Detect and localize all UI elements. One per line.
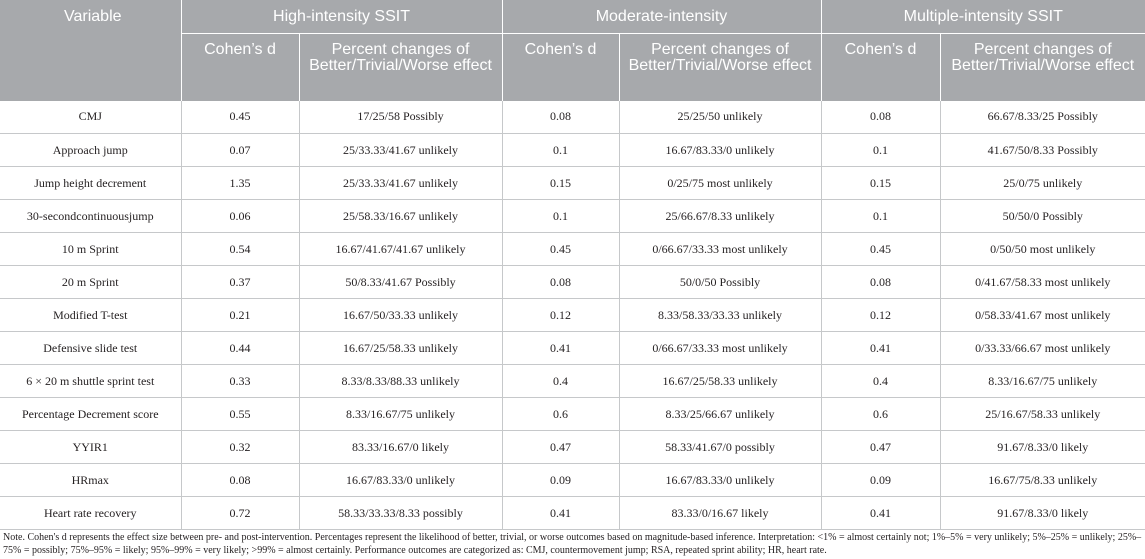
table-row bbox=[0, 464, 1145, 497]
cell-multiple-percent: 66.67/8.33/25 Possibly bbox=[940, 101, 1145, 134]
cell-moderate-percent: 8.33/58.33/33.33 unlikely bbox=[619, 299, 821, 332]
table-row bbox=[0, 365, 1145, 398]
cell-moderate-percent: 50/0/50 Possibly bbox=[619, 266, 821, 299]
table-row bbox=[0, 200, 1145, 233]
cell-moderate-cohens-d: 0.6 bbox=[502, 398, 619, 431]
cell-variable: YYIR1 bbox=[0, 431, 181, 464]
table-note: Note. Cohen's d represents the effect size between pre- and post-intervention. Percentages represent the likelihood of better, trivial, or worse outcomes based on magnitude-based inference. Interpretation: <1% = almost certainly not; 1%–5% = very unlikely; 5%–25% = unlikely; 25%–75% = possibly; 75%–95% = likely; 95%–99% = very likely; >99% = almost certainly. Performance outcomes are categorized as: CMJ, countermovement jump; RSA, repeated sprint ability; HR, heart rate. bbox=[3, 532, 1142, 556]
table-row bbox=[0, 398, 1145, 431]
cell-multiple-cohens-d: 0.09 bbox=[821, 464, 940, 497]
cell-moderate-cohens-d: 0.41 bbox=[502, 332, 619, 365]
cell-multiple-cohens-d: 0.4 bbox=[821, 365, 940, 398]
cell-high-percent: 50/8.33/41.67 Possibly bbox=[299, 266, 502, 299]
cell-moderate-cohens-d: 0.1 bbox=[502, 134, 619, 167]
cell-multiple-percent: 25/0/75 unlikely bbox=[940, 167, 1145, 200]
cell-moderate-cohens-d: 0.15 bbox=[502, 167, 619, 200]
cell-multiple-cohens-d: 0.1 bbox=[821, 134, 940, 167]
cell-high-cohens-d: 0.44 bbox=[181, 332, 299, 365]
cell-high-cohens-d: 0.54 bbox=[181, 233, 299, 266]
table-row bbox=[0, 134, 1145, 167]
table-row bbox=[0, 167, 1145, 200]
table-row bbox=[0, 266, 1145, 299]
cell-multiple-cohens-d: 0.08 bbox=[821, 101, 940, 134]
cell-high-percent: 58.33/33.33/8.33 possibly bbox=[299, 497, 502, 530]
cell-high-percent: 16.67/25/58.33 unlikely bbox=[299, 332, 502, 365]
cell-high-cohens-d: 0.07 bbox=[181, 134, 299, 167]
cell-multiple-percent: 0/33.33/66.67 most unlikely bbox=[940, 332, 1145, 365]
cell-moderate-cohens-d: 0.08 bbox=[502, 101, 619, 134]
header-row-groups bbox=[0, 0, 1145, 34]
header-variable: Variable bbox=[0, 0, 181, 101]
header-cohens-d: Cohen’s d bbox=[181, 34, 299, 101]
cell-variable: 10 m Sprint bbox=[0, 233, 181, 266]
cell-variable: 20 m Sprint bbox=[0, 266, 181, 299]
header-group-high-intensity: High-intensity SSIT bbox=[181, 0, 502, 34]
cell-moderate-percent: 25/66.67/8.33 unlikely bbox=[619, 200, 821, 233]
cell-multiple-cohens-d: 0.08 bbox=[821, 266, 940, 299]
cell-multiple-cohens-d: 0.41 bbox=[821, 332, 940, 365]
cell-variable: 30-secondcontinuousjump bbox=[0, 200, 181, 233]
table-row bbox=[0, 101, 1145, 134]
cell-multiple-percent: 8.33/16.67/75 unlikely bbox=[940, 365, 1145, 398]
cell-multiple-percent: 50/50/0 Possibly bbox=[940, 200, 1145, 233]
cell-multiple-cohens-d: 0.41 bbox=[821, 497, 940, 530]
cell-variable: HRmax bbox=[0, 464, 181, 497]
cell-multiple-cohens-d: 0.6 bbox=[821, 398, 940, 431]
cell-variable: Jump height decrement bbox=[0, 167, 181, 200]
cell-high-percent: 25/33.33/41.67 unlikely bbox=[299, 167, 502, 200]
table-row bbox=[0, 233, 1145, 266]
cell-moderate-percent: 25/25/50 unlikely bbox=[619, 101, 821, 134]
cell-moderate-cohens-d: 0.47 bbox=[502, 431, 619, 464]
cell-moderate-percent: 83.33/0/16.67 likely bbox=[619, 497, 821, 530]
cell-multiple-cohens-d: 0.47 bbox=[821, 431, 940, 464]
cell-moderate-cohens-d: 0.08 bbox=[502, 266, 619, 299]
header-percent-changes: Percent changes of Better/Trivial/Worse effect bbox=[299, 34, 502, 101]
cell-high-percent: 83.33/16.67/0 likely bbox=[299, 431, 502, 464]
cell-moderate-percent: 8.33/25/66.67 unlikely bbox=[619, 398, 821, 431]
cell-multiple-percent: 91.67/8.33/0 likely bbox=[940, 431, 1145, 464]
table-header bbox=[0, 0, 1145, 101]
header-group-multiple-intensity: Multiple-intensity SSIT bbox=[821, 0, 1145, 34]
header-cohens-d: Cohen’s d bbox=[821, 34, 940, 101]
cell-variable: Modified T-test bbox=[0, 299, 181, 332]
cell-high-percent: 25/58.33/16.67 unlikely bbox=[299, 200, 502, 233]
cell-high-cohens-d: 0.37 bbox=[181, 266, 299, 299]
cell-variable: CMJ bbox=[0, 101, 181, 134]
cell-variable: 6 × 20 m shuttle sprint test bbox=[0, 365, 181, 398]
cell-high-cohens-d: 0.72 bbox=[181, 497, 299, 530]
cell-moderate-percent: 16.67/25/58.33 unlikely bbox=[619, 365, 821, 398]
table-row bbox=[0, 332, 1145, 365]
cell-moderate-percent: 0/66.67/33.33 most unlikely bbox=[619, 332, 821, 365]
cell-multiple-cohens-d: 0.12 bbox=[821, 299, 940, 332]
cell-high-percent: 8.33/16.67/75 unlikely bbox=[299, 398, 502, 431]
cell-high-cohens-d: 0.06 bbox=[181, 200, 299, 233]
cell-moderate-cohens-d: 0.12 bbox=[502, 299, 619, 332]
cell-multiple-percent: 16.67/75/8.33 unlikely bbox=[940, 464, 1145, 497]
cell-high-percent: 16.67/41.67/41.67 unlikely bbox=[299, 233, 502, 266]
cell-high-cohens-d: 0.32 bbox=[181, 431, 299, 464]
cell-multiple-percent: 0/50/50 most unlikely bbox=[940, 233, 1145, 266]
cell-moderate-percent: 16.67/83.33/0 unlikely bbox=[619, 464, 821, 497]
cell-variable: Heart rate recovery bbox=[0, 497, 181, 530]
cell-high-cohens-d: 0.55 bbox=[181, 398, 299, 431]
cell-multiple-percent: 41.67/50/8.33 Possibly bbox=[940, 134, 1145, 167]
cell-moderate-cohens-d: 0.4 bbox=[502, 365, 619, 398]
cell-moderate-percent: 0/25/75 most unlikely bbox=[619, 167, 821, 200]
cell-moderate-cohens-d: 0.41 bbox=[502, 497, 619, 530]
header-group-moderate-intensity: Moderate-intensity bbox=[502, 0, 821, 34]
table-body bbox=[0, 101, 1145, 530]
cell-multiple-percent: 0/41.67/58.33 most unlikely bbox=[940, 266, 1145, 299]
cell-high-percent: 25/33.33/41.67 unlikely bbox=[299, 134, 502, 167]
cell-multiple-percent: 25/16.67/58.33 unlikely bbox=[940, 398, 1145, 431]
cell-high-cohens-d: 0.21 bbox=[181, 299, 299, 332]
cell-variable: Approach jump bbox=[0, 134, 181, 167]
cell-multiple-percent: 91.67/8.33/0 likely bbox=[940, 497, 1145, 530]
cell-high-cohens-d: 0.33 bbox=[181, 365, 299, 398]
cell-high-cohens-d: 0.45 bbox=[181, 101, 299, 134]
cell-multiple-cohens-d: 0.15 bbox=[821, 167, 940, 200]
cell-moderate-percent: 58.33/41.67/0 possibly bbox=[619, 431, 821, 464]
cell-multiple-cohens-d: 0.1 bbox=[821, 200, 940, 233]
cell-multiple-cohens-d: 0.45 bbox=[821, 233, 940, 266]
cell-moderate-cohens-d: 0.1 bbox=[502, 200, 619, 233]
cell-variable: Defensive slide test bbox=[0, 332, 181, 365]
table-row bbox=[0, 431, 1145, 464]
cell-high-percent: 8.33/8.33/88.33 unlikely bbox=[299, 365, 502, 398]
cell-high-cohens-d: 0.08 bbox=[181, 464, 299, 497]
cell-high-cohens-d: 1.35 bbox=[181, 167, 299, 200]
cell-moderate-cohens-d: 0.09 bbox=[502, 464, 619, 497]
table-row bbox=[0, 299, 1145, 332]
header-percent-changes: Percent changes of Better/Trivial/Worse effect bbox=[940, 34, 1145, 101]
header-percent-changes: Percent changes of Better/Trivial/Worse effect bbox=[619, 34, 821, 101]
cell-moderate-percent: 0/66.67/33.33 most unlikely bbox=[619, 233, 821, 266]
table-row bbox=[0, 497, 1145, 530]
cell-moderate-percent: 16.67/83.33/0 unlikely bbox=[619, 134, 821, 167]
cell-moderate-cohens-d: 0.45 bbox=[502, 233, 619, 266]
cell-high-percent: 16.67/50/33.33 unlikely bbox=[299, 299, 502, 332]
cell-multiple-percent: 0/58.33/41.67 most unlikely bbox=[940, 299, 1145, 332]
cell-high-percent: 16.67/83.33/0 unlikely bbox=[299, 464, 502, 497]
cell-high-percent: 17/25/58 Possibly bbox=[299, 101, 502, 134]
header-cohens-d: Cohen’s d bbox=[502, 34, 619, 101]
cell-variable: Percentage Decrement score bbox=[0, 398, 181, 431]
